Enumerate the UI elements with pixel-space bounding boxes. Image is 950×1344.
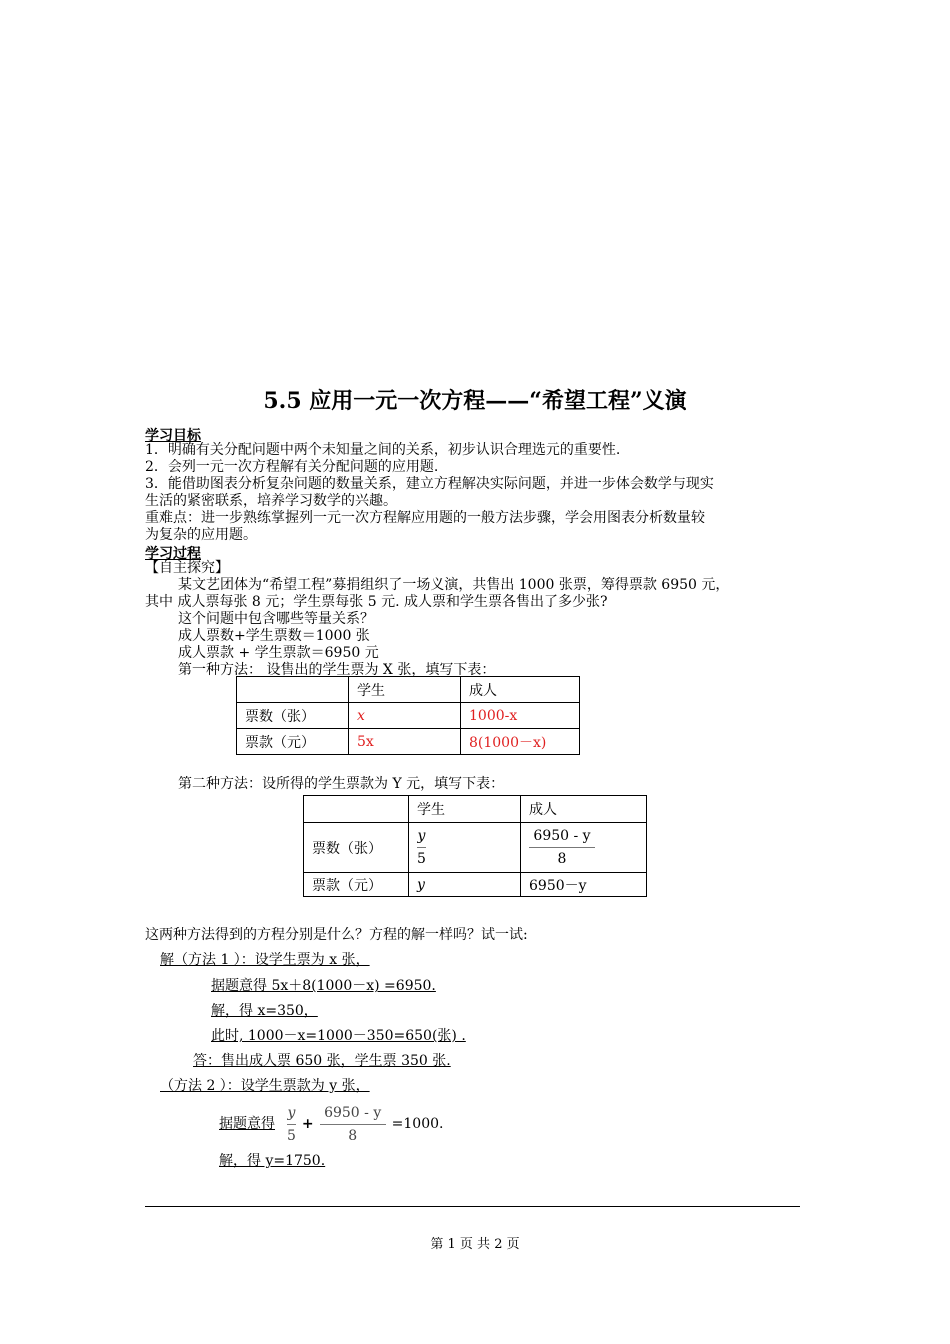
relation-1: 成人票数+学生票数＝1000 张 [178,628,370,644]
fraction-6950-minus-y-over-8 [529,826,595,869]
row-label-count: 票数（张） [237,703,349,729]
adult-count-cell: 1000-x [461,703,580,729]
fraction-numerator: 6950 - y [533,828,591,844]
fraction-denominator: 5 [287,1127,296,1144]
table-header-blank [237,677,349,703]
table2-student-count-cell [409,823,521,873]
page-number: 第 1 页 共 2 页 [430,1237,520,1252]
table2-adult-money-cell: 6950－y [521,873,647,897]
equation-prefix: 据题意得 [219,1116,275,1132]
method-2-solve: 解，得 y=1750. [219,1153,326,1169]
table-header-adult: 成人 [461,677,580,703]
fraction-denominator: 8 [348,1127,358,1144]
table2-row-label-money: 票款（元） [304,873,409,897]
goal-item-3: 3．能借助图表分析复杂问题的数量关系，建立方程解决实际问题，并进一步体会数学与现实 [145,476,714,492]
fraction-numerator: 6950 - y [324,1104,382,1121]
method-1-solve: 解，得 x=350， [211,1003,318,1019]
method-2-setup: （方法 2 ）：设学生票款为 y 张， [160,1078,370,1094]
table-header-student: 学生 [349,677,461,703]
footer-divider [145,1206,800,1207]
table2-header-blank [304,796,409,823]
equation-fraction-1 [287,1103,296,1146]
fraction-denominator: 8 [557,851,567,867]
equation-suffix: =1000. [391,1116,444,1132]
goal-item-3-cont: 生活的紧密联系，培养学习数学的兴趣。 [145,493,397,509]
question-line: 这个问题中包含哪些等量关系？ [178,611,374,627]
table-method-2 [303,795,647,897]
adult-money-cell: 8(1000－x) [461,729,580,755]
method-1-equation: 据题意得 5x＋8(1000－x) =6950. [211,978,436,994]
method-1-answer: 答：售出成人票 650 张，学生票 350 张. [193,1053,451,1069]
plus-sign: + [301,1116,314,1132]
relation-2: 成人票款 + 学生票款＝6950 元 [178,645,379,661]
key-points-line-1: 重难点：进一步熟练掌握列一元一次方程解应用题的一般方法步骤，学会用图表分析数量较 [145,510,705,526]
method-1-intro: 第一种方法： 设售出的学生票为 X 张，填写下表： [178,662,496,678]
table2-adult-count-cell [521,823,647,873]
table2-student-money-cell: y [409,873,521,897]
equation-fraction-2 [320,1103,386,1146]
student-money-cell: 5x [349,729,461,755]
fraction-y-over-5 [417,826,426,869]
method-1-setup: 解（方法 1 ）：设学生票为 x 张， [160,952,370,968]
key-points-line-2: 为复杂的应用题。 [145,527,257,543]
document-title: 5.5 应用一元一次方程——“希望工程”义演 [263,388,687,414]
goal-item-1: 1．明确有关分配问题中两个未知量之间的关系，初步认识合理选元的重要性. [145,442,621,458]
fraction-numerator: y [417,828,426,844]
table2-header-student: 学生 [409,796,521,823]
fraction-denominator: 5 [417,851,426,867]
row-label-money: 票款（元） [237,729,349,755]
problem-line-1: 某文艺团体为“希望工程”募捐组织了一场义演，共售出 1000 张票，筹得票款 6950 元， [178,577,730,593]
goals-heading: 学习目标 [145,428,201,444]
method-2-equation [219,1101,443,1147]
method-1-adult-count: 此时, 1000－x=1000－350=650(张) . [211,1028,466,1044]
student-count-cell: x [349,703,461,729]
section-label: 【自主探究】 [145,560,229,576]
table-method-1 [236,676,580,755]
method-2-intro: 第二种方法：设所得的学生票款为 Y 元，填写下表： [178,776,505,792]
table2-row-label-count: 票数（张） [304,823,409,873]
fraction-numerator: y [287,1104,296,1121]
table2-header-adult: 成人 [521,796,647,823]
solution-prompt: 这两种方法得到的方程分别是什么？方程的解一样吗？试一试: [145,927,528,943]
problem-line-2: 其中 成人票每张 8 元；学生票每张 5 元. 成人票和学生票各售出了多少张? [145,594,608,610]
process-heading: 学习过程 [145,546,201,562]
goal-item-2: 2．会列一元一次方程解有关分配问题的应用题. [145,459,439,475]
